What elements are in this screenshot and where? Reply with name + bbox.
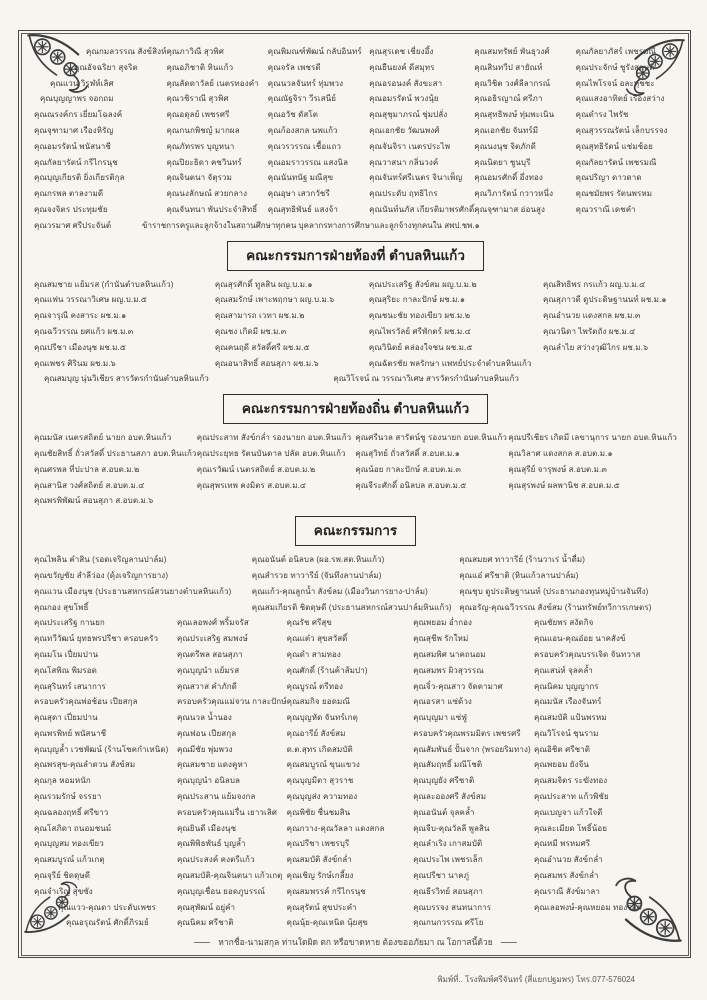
committee-member-name: คุณฟอน เปียสกุล	[176, 728, 237, 738]
committee-member-name: คุณวิลาศ แดงสกล ส.อบต.ม.๑	[508, 448, 613, 458]
committee-member-name: คุณฉัตรชัย พลรักษา แพทย์ประจำตำบลหินแก้ว	[368, 358, 532, 368]
committee-member-name: คุณมีชัย พุ่มพวง	[176, 744, 233, 754]
committee-member-name: คุณประสาท แก้วพิชัย	[534, 792, 609, 802]
print-shop-credit: พิมพ์ที่.. โรงพิมพ์ศรีจันทร์ (สี่แยกปฐมพร) โทร.077-576024	[437, 975, 635, 984]
committee-member-name: คุณสัมฤทธิ์ มณีโชติ	[413, 760, 483, 770]
divider-dash-right	[501, 942, 517, 943]
committee-member-name: คุณกุล หอมหนัก	[34, 776, 91, 786]
supporter-closing-note: ข้าราชการครูและลูกจ้างในสถานศึกษาทุกคน บุคลากรทางการศึกษาและลูกจ้างทุกคนใน สพป.ชพ.๑	[142, 220, 480, 230]
page-border	[18, 30, 691, 958]
committee-member-name: คุณสำรวย ทาวารีย์ (จันทึงลานปาล์ม)	[251, 570, 382, 580]
committee-member-name: คุณพยอม อ่ำกอง	[413, 618, 473, 628]
committee-member-name: คุณบุญสม ทองเขียว	[34, 839, 104, 849]
footer-apology-note	[34, 935, 677, 953]
committee-member-name: คุณเลอพงศ์ พริ้มจรัส	[176, 618, 249, 628]
committee-member-name: คุณสุรีย์ จารุพงษ์ ส.อบต.ม.๓	[508, 464, 607, 474]
supporter-name: คุณอภิชาติ หินแก้ว	[166, 62, 234, 72]
committee-member-name: คุณสามารถ เวทา ผช.ม.๒	[214, 311, 305, 321]
supporter-name: คุณยืนยงค์ ดีสมุทร	[369, 62, 435, 72]
committee-member-name: คุณทวีวัฒน์ ยุทธพรปรีชา ครอบครัว	[34, 634, 159, 644]
floral-corner-ornament-bottom-right-icon	[611, 872, 683, 942]
committee-member-name: คุณเพชร ศิรินม ผช.ม.๖	[34, 358, 116, 368]
committee-member-name: คุณน้อย กาละปักษ์ ส.อบต.ม.๓	[355, 464, 461, 474]
supporter-name: คุณกัลยารัตน์ เพชรมณี	[575, 157, 657, 167]
supporter-name: คุณอุษา เสวกวัชรี	[267, 189, 330, 199]
committee-member-name: คุณพรสุข-คุณลำดวน สังข์สม	[34, 760, 136, 770]
committee-member-name: คุณศรพล ที่ปะปาล ส.อบต.ม.๒	[34, 464, 140, 474]
committee-member-name: ครอบครัวคุณแม่จวน กาละปักษ์	[176, 697, 287, 707]
supporter-name: คุณอมรศักดิ์ อึ่งทอง	[474, 173, 543, 183]
supporter-name: คุณสุทธิพันธ์ แสงจ้า	[267, 204, 338, 214]
committee-member-name: คุณอนาสิทธิ์ สอนสุภา ผช.ม.๖	[214, 358, 319, 368]
committee-member-name: คุณจีบ-คุณวัลลี พูลสิน	[413, 823, 490, 833]
committee-member-name: คุณคนฤดี สวัสดิ์ศรี ผช.ม.๕	[214, 342, 310, 352]
committee-member-name: คุณบุญหัด จันทร์เกตุ	[286, 713, 358, 723]
committee-member-name: คุณรวมรักษ์ จรรยา	[34, 792, 102, 802]
committee-member-name: คุณบุญเชื่อน ยอดภูบรรณ์	[176, 886, 266, 896]
supporter-name: คุณพิมณฑ์พัฒน์ กลับอินทร์	[267, 47, 362, 56]
committee-member-name: คุณนุ้ย-คุณเหนิด นุ้ยสุข	[286, 918, 368, 928]
supporter-name: คุณวรมาศ ศรีประจันต์	[34, 220, 112, 230]
floral-corner-ornament-bottom-left-icon	[24, 864, 80, 946]
committee-member-name: คุณสุรัตน์ สุขประคำ	[286, 902, 357, 912]
supporter-name: คุณสุรเดช เชี่ยงอึ้ง	[369, 47, 434, 56]
committee-member-name: คุณยินดี เมืองนุช	[176, 823, 237, 833]
footer-apology-text: หากชื่อ-นามสกุล ท่านใดผิด ตก หรือขาดหาย ต้องขออภัยมา ณ โอกาสนี้ด้วย	[218, 937, 493, 947]
committee-member-name: คุณจารุณี คงสาระ ผช.ม.๑	[34, 311, 127, 321]
committee-member-name: คุณเชิญ รักษ์เกลี้ยง	[286, 871, 354, 881]
supporter-name: คุณสุทธิพงษ์ ทุ่มพะเนิน	[474, 110, 555, 120]
supporter-name: คุณวราณี เดชคำ	[575, 204, 636, 214]
committee-member-name: คุณบุญมา แซ่ฟู่	[413, 713, 467, 723]
committee-member-name: คุณหมี พรหมศรี	[534, 839, 591, 849]
committee-member-name: คุณลำไย สว่างวุฒิไกร ผช.ม.๖	[543, 342, 649, 352]
committee-member-name: คุณพิพิธพันธ์ บุญล้ำ	[176, 839, 246, 849]
committee-member-name: คุณพรพิพัฒน์ สอนสุภา ส.อบต.ม.๖	[34, 496, 154, 506]
supporter-name: คุณสินทวีป สายัณห์	[474, 62, 543, 72]
committee-member-name: คุณสมบัติ สังข์กล่ำ	[286, 855, 352, 865]
committee-member-name: คุณวิโรจน์ ชุนราม	[534, 728, 599, 738]
local-area-committee-grid	[34, 277, 677, 372]
committee-member-name: คุณอนันต์ จุลคล้ำ	[413, 807, 475, 817]
supporter-name: คุณจันทร์ศรีเนตร จินาเพ็ญ	[369, 173, 463, 183]
committee-member-name: คุณประเสริฐ สังข์สม ผญ.บ.ม.๒	[368, 279, 477, 289]
local-admin-committee-grid	[34, 430, 677, 509]
committee-member-name: คุณสุรพงษ์ ผลพานิช ส.อบต.ม.๕	[508, 480, 620, 490]
supporter-name: คุณบุญญาพร จอกถม	[40, 94, 114, 104]
committee-member-name: คุณบุญมีตา สุวราช	[286, 776, 354, 786]
committee-member-name: คุณสมรักษ์ เพาะพฤกษา ผญ.บ.ม.๖	[214, 295, 335, 305]
supporter-name: คุณนงลักษณ์ สวยกลาง	[166, 189, 248, 199]
committee-member-name: คุณประสาน แย้มจงกล	[176, 792, 256, 802]
committee-member-name: คุณสมพร สังข์กล่ำ	[534, 871, 599, 881]
supporter-name: คุณจรัล เพชรดี	[267, 62, 321, 72]
supporter-name: คุณประจักษ์ ชูรังสฤษดิ์	[575, 62, 655, 72]
committee-member-name: คุณจุรีย์ ชิดดุษดี	[34, 871, 91, 881]
committee-member-name: คุณอารีย์ สังข์สม	[286, 728, 346, 738]
section-header-general-committee: คณะกรรมการ	[295, 516, 416, 546]
committee-member-name: คุณตรีพล สอนสุภา	[176, 649, 243, 659]
committee-member-name: คุณประเสริฐ สมพงษ์	[176, 634, 249, 644]
committee-member-name: คุณสานิส วงศ์สถิตย์ ส.อบต.ม.๔	[34, 480, 145, 490]
committee-member-name: คุณแฟน วรรณาวิเศษ ผญ.บ.ม.๕	[34, 295, 148, 305]
committee-member-name: ครอบครัวคุณแม่รื่น เยาวเลิศ	[176, 807, 278, 817]
floral-corner-ornament-top-right-icon	[623, 32, 685, 108]
committee-member-name: คุณอิชิต ศรีชาติ	[534, 744, 591, 754]
committee-member-name: คุณแวว-คุณดา ประดับเพชร	[58, 902, 156, 912]
committee-member-name: คุณวิโรจน์ ณ วรรณาวิเศษ สารวัตรกำนันตำบลหินแก้ว	[333, 374, 519, 384]
supporter-name: คุณวาสนา กลิ่นวงค์	[369, 157, 439, 167]
supporter-name: คุณนิตยา ชูนบุรี	[474, 157, 531, 167]
committee-member-name: คุณเบญจา แก้วใจดี	[534, 807, 603, 817]
committee-member-name: คุณสมยศ ทาวารีย์ (ร้านวาเร่ น้ำดื่ม)	[459, 555, 586, 565]
supporter-name: คุณสุทธิรัตน์ แช่มช้อย	[575, 141, 653, 151]
committee-member-name: คุณสุรศักดิ์ ทูลสิน ผญ.บ.ม.๑	[214, 279, 313, 289]
supporter-name: คุณกัลยาภัสร์ เพชรมณี	[575, 47, 657, 56]
committee-member-name: คุณละเมียด โพธิ์น้อย	[534, 823, 608, 833]
committee-member-name: คุณสุริยะ กาละปักษ์ ผช.ม.๑	[368, 295, 466, 305]
committee-member-name: คุณนิคม บุญญากร	[534, 681, 599, 691]
supporter-name: คุณแสงอาทิตย์ เรืองสว่าง	[575, 94, 665, 104]
committee-member-name: คุณกวาง-คุณวัลลา แดงสกล	[286, 823, 385, 833]
supporter-name: คุณณัฐจิรา วีรเสนีย์	[267, 94, 337, 104]
committee-member-name: คุณแก้ว-คุณลูกน้ำ สังข์ลม (เมืองวินการยาง-ปาล์ม)	[251, 586, 428, 596]
committee-member-name: คุณจิ๋ว-คุณสาว จัดตามาศ	[413, 681, 503, 691]
committee-member-name: คุณขวัญชัย สำลีว่อง (ดุ้งเจริญการยาง)	[34, 570, 169, 580]
supporter-name: คุณลัดดาวัลย์ เนตรทองคำ	[166, 78, 259, 88]
supporter-name: คุณจงจิตร ประทุมชัย	[34, 204, 108, 214]
committee-member-name: คุณฉวีวรรณ ยศแก้ว ผช.ม.๓	[34, 326, 134, 336]
committee-member-name: คุณชุบ ดูประดิษฐานนท์ (ประธานกองทุนหมู่บ้านจันทึง)	[459, 586, 649, 596]
committee-member-name: คุณบุญนำ แย้มรส	[176, 665, 240, 675]
committee-member-name: คุณสมบัติ แป้นพรหม	[534, 713, 607, 723]
supporter-name: คุณจันทนา พันประจำสิทธิ์	[166, 204, 258, 214]
supporter-name: คุณกนกพิชญ์ มากผล	[166, 125, 240, 135]
supporter-name: คุณปริญา ดาวดาด	[575, 173, 642, 183]
committee-member-name: คุณบูรณ์ ตรีทอง	[286, 681, 343, 691]
committee-member-name: คุณสมชาย แย้มรส (กำนันตำบลหินแก้ว)	[34, 279, 174, 289]
committee-member-name: คุณประสาท สังข์กล่ำ รองนายก อบต.หินแก้ว	[196, 433, 352, 443]
supporter-name: คุณวิชิต วงศ์ลีลากรณ์	[474, 78, 551, 88]
supporter-name: คุณนวลจันทร์ ทุ่มพวง	[267, 78, 344, 88]
committee-member-name: คุณสวาส คำภักดี	[176, 681, 237, 691]
supporter-name: คุณจันจิรา เนตรประไพ	[369, 141, 451, 151]
committee-member-name: คุณจำเริญ สุขซัง	[34, 886, 93, 896]
committee-member-name: คุณพรพิทย์ พนัสนาชี	[34, 728, 107, 738]
supporter-name: คุณอดุลย์ เพชรศรี	[166, 110, 230, 120]
committee-member-name: คุณดำ สามทอง	[286, 649, 341, 659]
committee-member-name: คุณประสงค์ คงตรีแก้ว	[176, 855, 255, 865]
committee-member-name: คุณสุดา เปี่ยมปาน	[34, 713, 98, 723]
general-committee-roles-grid	[34, 552, 677, 615]
committee-member-name: คุณนวล น้ำนอง	[176, 713, 232, 723]
committee-member-name: คุณไพรวัลย์ ศรีพักตร์ ผช.ม.๔	[368, 326, 471, 336]
committee-member-name: คุณชัยสิทธิ์ ถั่วสวัสดิ์ ประธานสภา อบต.หินแก้ว	[34, 448, 197, 458]
committee-member-name: คุณฉลองฤทธิ์ ศรีขาว	[34, 807, 109, 817]
supporter-name: คุณบุญเกียรติ ยิ่งเกียรติกุล	[34, 173, 125, 183]
committee-member-name: คุณแอ๋ ศรีชาติ (หินแก้วลานปาล์ม)	[459, 570, 579, 580]
local-area-committee-closing-row	[34, 371, 677, 387]
committee-member-name: คุณแวน เมืองนุช (ประธานสหกรณ์สวนยางตำบลหินแก้ว)	[34, 586, 232, 596]
section-header-local-admin-committee: คณะกรรมการฝ่ายท้องถิ่น ตำบลหินแก้ว	[223, 394, 488, 424]
committee-member-name: คุณพยอม ยังจีน	[534, 760, 589, 770]
supporter-name: คุณวชิราณี สุวพิศ	[166, 94, 229, 104]
supporter-name: คุณอรอนงค์ สังขะสา	[369, 78, 443, 88]
committee-member-name: คุณนิคม ศรีชาติ	[176, 918, 234, 928]
page-content	[19, 31, 690, 957]
committee-member-name: คุณสมชาย แดงคูหา	[176, 760, 248, 770]
supporter-name: คุณเอกชัย วัฒนพงศ์	[369, 125, 440, 135]
supporter-name: คุณกมลวรรณ สังข์สิงห์	[86, 47, 167, 56]
supporter-names-grid	[34, 44, 677, 218]
supporter-name: คุณนันทนัฐ มณีสุข	[267, 173, 334, 183]
committee-member-name: ครอบครัวคุณพ่อช้อน เปียสกุล	[34, 697, 138, 707]
committee-member-name: คุณแต๋ว สุขสวัสดิ์	[286, 634, 348, 644]
committee-member-name: คุณชนะชัย ทองเขียว ผช.ม.๒	[368, 311, 471, 321]
committee-member-name: คุณประไพ เพชรเล็ก	[413, 855, 483, 865]
supporter-name: คุณประดับ ฤทธิไกร	[369, 189, 438, 199]
committee-member-name: คุณสุพัฒน์ อยู่คำ	[176, 902, 236, 912]
supporter-name: คุณอมรรัตน์ พนัสนาชี	[34, 141, 111, 151]
general-committee-grid	[34, 615, 677, 931]
supporter-name: คุณอธิรญาณ์ ศรีภา	[474, 94, 543, 104]
committee-member-name: คุณสุวิทย์ ถั่วสวัสดิ์ ส.อบต.ม.๑	[355, 448, 460, 458]
supporter-name: คุณสุชุมาภรณ์ ชุ่มปลั่ง	[369, 110, 448, 120]
committee-member-name: คุณวินิตย์ คล่องใจชน ผช.ม.๕	[368, 342, 473, 352]
committee-member-name: คุณสมกิจ ยอดมณี	[286, 697, 350, 707]
committee-member-name: คุณสัมพันธ์ ปั้นจาก (พรอยริมทาง)	[413, 744, 531, 754]
committee-member-name: คุณสุภาวดี ดูประดิษฐานนท์ ผช.ม.๑	[543, 295, 667, 305]
committee-member-name: คุณเรวัฒน์ เนตรสถิตย์ ส.อบต.ม.๒	[196, 464, 316, 474]
committee-member-name: คุณอรัญ-คุณฉวีวรรณ สังข์สม (ร้านทรัพย์ทวีการเกษตร)	[459, 602, 652, 612]
committee-member-name: คุณบรรจง สนทนาการ	[413, 902, 492, 912]
committee-member-name: คุณละอองศรี สังข์สม	[413, 792, 487, 802]
supporter-name: คุณกัลยารัตน์ กรีไกรนุช	[34, 157, 118, 167]
supporter-name: คุณภัทรพร บุญหนา	[166, 141, 235, 151]
committee-member-name: คุณปรีชา เมืองนุช ผช.ม.๕	[34, 342, 127, 352]
committee-member-name: ครอบครัวคุณบรรเจิด จันทวาส	[534, 649, 641, 659]
committee-member-name: คุณมนัส เนตรสถิตย์ นายก อบต.หินแก้ว	[34, 433, 172, 443]
committee-member-name: คุณธีรวิทย์ สอนสุภา	[413, 886, 483, 896]
committee-member-name: คุณอรสา แซ่ด้วง	[413, 697, 472, 707]
supporter-name: คุณก้องสกล นพแก้ว	[267, 125, 338, 135]
supporter-name: คุณอัจฉริยา สุจริต	[74, 62, 138, 72]
committee-member-name: คุณสุชีพ รักใหม่	[413, 634, 469, 644]
committee-member-name: คุณสมพรรค์ กรีไกรนุช	[286, 886, 366, 896]
committee-member-name: คุณมนัส เรืองจันทร์	[534, 697, 602, 707]
committee-member-name: คุณสมพร ผิวสุวรรณ	[413, 665, 484, 675]
supporter-closing-row	[34, 218, 677, 234]
committee-member-name: คุณสุรินทร์ เสนาการ	[34, 681, 106, 691]
committee-member-name: คุณลำเริง เกาสมบัติ	[413, 839, 483, 849]
committee-member-name: คุณสมบูรณ์ ขุนแขวง	[286, 760, 360, 770]
supporter-name: คุณอมราวรรณ แสงนิล	[267, 157, 349, 167]
committee-member-name: คุณอนันต์ อนิลบล (ผอ.รพ.สต.หินแก้ว)	[251, 555, 385, 565]
committee-member-name: คุณอำนวย สังข์กล่ำ	[534, 855, 603, 865]
committee-member-name: คุณปรีชา เพชรบุรี	[286, 839, 350, 849]
committee-member-name: คุณเสน่ห์ จุลคล้ำ	[534, 665, 593, 675]
supporter-name: คุณวิภารัตน์ กวาวหนึ่ง	[474, 189, 554, 199]
supporter-name: คุณนงนุช จิตภักดี	[474, 141, 536, 151]
committee-member-name: ครอบครัวคุณพรมมิตร เพชรศรี	[413, 728, 521, 738]
committee-member-name: คุณพิชัย ชื่นชมสิน	[286, 807, 351, 817]
committee-member-name: คุณสมเกียรติ ชิดดุษดี (ประธานสหกรณ์สวนปาล์มหินแก้ว)	[251, 602, 452, 612]
supporter-name: คุณสุวรรณรัตน์ เล็กบรรจง	[575, 125, 668, 135]
supporter-name: คุณไพโรจน์ อละหุชชะ	[575, 78, 655, 88]
committee-member-name: คุณอำนวย แดงสกล ผช.ม.๓	[543, 311, 641, 321]
supporter-name: คุณปิยะธิดา คชวินทร์	[166, 157, 242, 167]
supporter-name: คุณชมัยพร รัตนพรหม	[575, 189, 653, 199]
committee-member-name: คุณสมบัติ-คุณจินตนา แก้วเกตุ	[176, 871, 283, 881]
committee-member-name: คุณศรีนวล สารัตน์ชู รองนายก อบต.หินแก้ว	[355, 433, 507, 443]
supporter-name: คุณวรวรรณ เชื้อแถว	[267, 141, 342, 151]
supporter-name: คุณกรพล ตาลงามดี	[34, 189, 104, 199]
committee-member-name: คุณบุญล้ำ เวชพัฒน์ (ร้านโชคกำเหนิด)	[34, 744, 169, 754]
supporter-name: คุณแวน วิรุฬห์เลิศ	[50, 78, 114, 88]
supporter-name: คุณนันท์นภัส เกียรติมาพรศักดิ์	[369, 204, 475, 214]
committee-member-name: ด.ต.สุทร เกิดสมบัติ	[286, 744, 353, 754]
committee-member-name: คุณโสพิณ พิมรอด	[34, 665, 97, 675]
committee-member-name: คุณสมบุญ นุ่นวิเชียร สารวัตรกำนันตำบลหินแก้ว	[44, 374, 209, 384]
committee-member-name: คุณสมพิศ นาคถนอม	[413, 649, 486, 659]
supporter-name: คุณดำรง ไพรัช	[575, 110, 629, 120]
committee-member-name: คุณกนกวรรณ ศรีโย	[413, 918, 484, 928]
section-header-local-area-committee: คณะกรรมการฝ่ายท้องที่ ตำบลหินแก้ว	[227, 241, 484, 271]
committee-member-name: คุณศักดิ์ (ร้านค้าส้มปา)	[286, 665, 368, 675]
divider-dash-left	[194, 942, 210, 943]
committee-member-name: คุณสมจิตร ระฆังทอง	[534, 776, 608, 786]
supporter-name: คุณอมรรัตน์ พวงนุ้ย	[369, 94, 439, 104]
supporter-name: คุณจินตนา จัตุรวม	[166, 173, 233, 183]
committee-member-name: คุณบุญส่ง ความทอง	[286, 792, 358, 802]
committee-member-name: คุณแอน-คุณอ๋อย นาคสังข์	[534, 634, 626, 644]
committee-member-name: คุณชง เกิดมี ผช.ม.๓	[214, 326, 287, 336]
supporter-name: คุณจุฑามาศ เรืองหิรัญ	[34, 125, 114, 135]
supporter-name: คุณอวัช ดัสโต	[267, 110, 319, 120]
committee-member-name: คุณสิทธิพร กรแก้ว ผญ.บ.ม.๔	[543, 279, 646, 289]
committee-member-name: คุณบุญยัง ศรีชาติ	[413, 776, 475, 786]
committee-member-name: คุณชัยพร สงัดกิจ	[534, 618, 594, 628]
committee-member-name: คุณไพลิน คำสิน (รอดเจริญลานปาล์ม)	[34, 555, 167, 565]
committee-member-name: คุณประยุทธ รัตนบันดาล ปลัด อบต.หินแก้ว	[196, 448, 346, 458]
committee-member-name: คุณจีระศักดิ์ อนิลบล ส.อบต.ม.๕	[355, 480, 467, 490]
committee-member-name: คุณปรีเชียร เกิดมี เลขานุการ นายก อบต.หินแก้ว	[508, 433, 677, 443]
floral-corner-ornament-top-left-icon	[24, 34, 94, 98]
committee-member-name: คุณเลอพงษ์-คุณหยอม ทองรอด	[534, 902, 642, 912]
supporter-name: คุณจุฑามาส อ่อนสูง	[474, 204, 546, 214]
committee-member-name: คุณโสภิดา ถนอมชนม์	[34, 823, 112, 833]
committee-member-name: คุณกอง สุขโพธิ์	[34, 602, 89, 612]
committee-member-name: คุณราณี สังข์มาลา	[534, 886, 600, 896]
committee-member-name: คุณอรุณรัตน์ ศักดิ์ภิรมย์	[66, 918, 149, 928]
committee-member-name: คุณปรีชา นาคภู่	[413, 871, 470, 881]
committee-member-name: คุณรัช ศรีสุข	[286, 618, 332, 628]
committee-member-name: คุณประเสริฐ กานยก	[34, 618, 105, 628]
committee-member-name: คุณสมบูรณ์ แก้วเกตุ	[34, 855, 105, 865]
supporter-name: คุณสมทรัพย์ พันธุวงศ์	[474, 47, 550, 56]
supporter-name: คุณเอกชัย จันทร์มี	[474, 125, 539, 135]
committee-member-name: คุณบุญนำ อนิลบล	[176, 776, 241, 786]
supporter-name: คุณภาวิณี สุวพิศ	[166, 47, 224, 56]
committee-member-name: คุณวนิดา ไพรัตถัง ผช.ม.๔	[543, 326, 636, 336]
committee-member-name: คุณมโน เปี่ยมปาน	[34, 649, 99, 659]
committee-member-name: คุณสุพรเทพ คงมิตร ส.อบต.ม.๔	[196, 480, 307, 490]
supporter-name: คุณณรงค์กร เยี่ยมโฉลงค์	[34, 110, 123, 120]
